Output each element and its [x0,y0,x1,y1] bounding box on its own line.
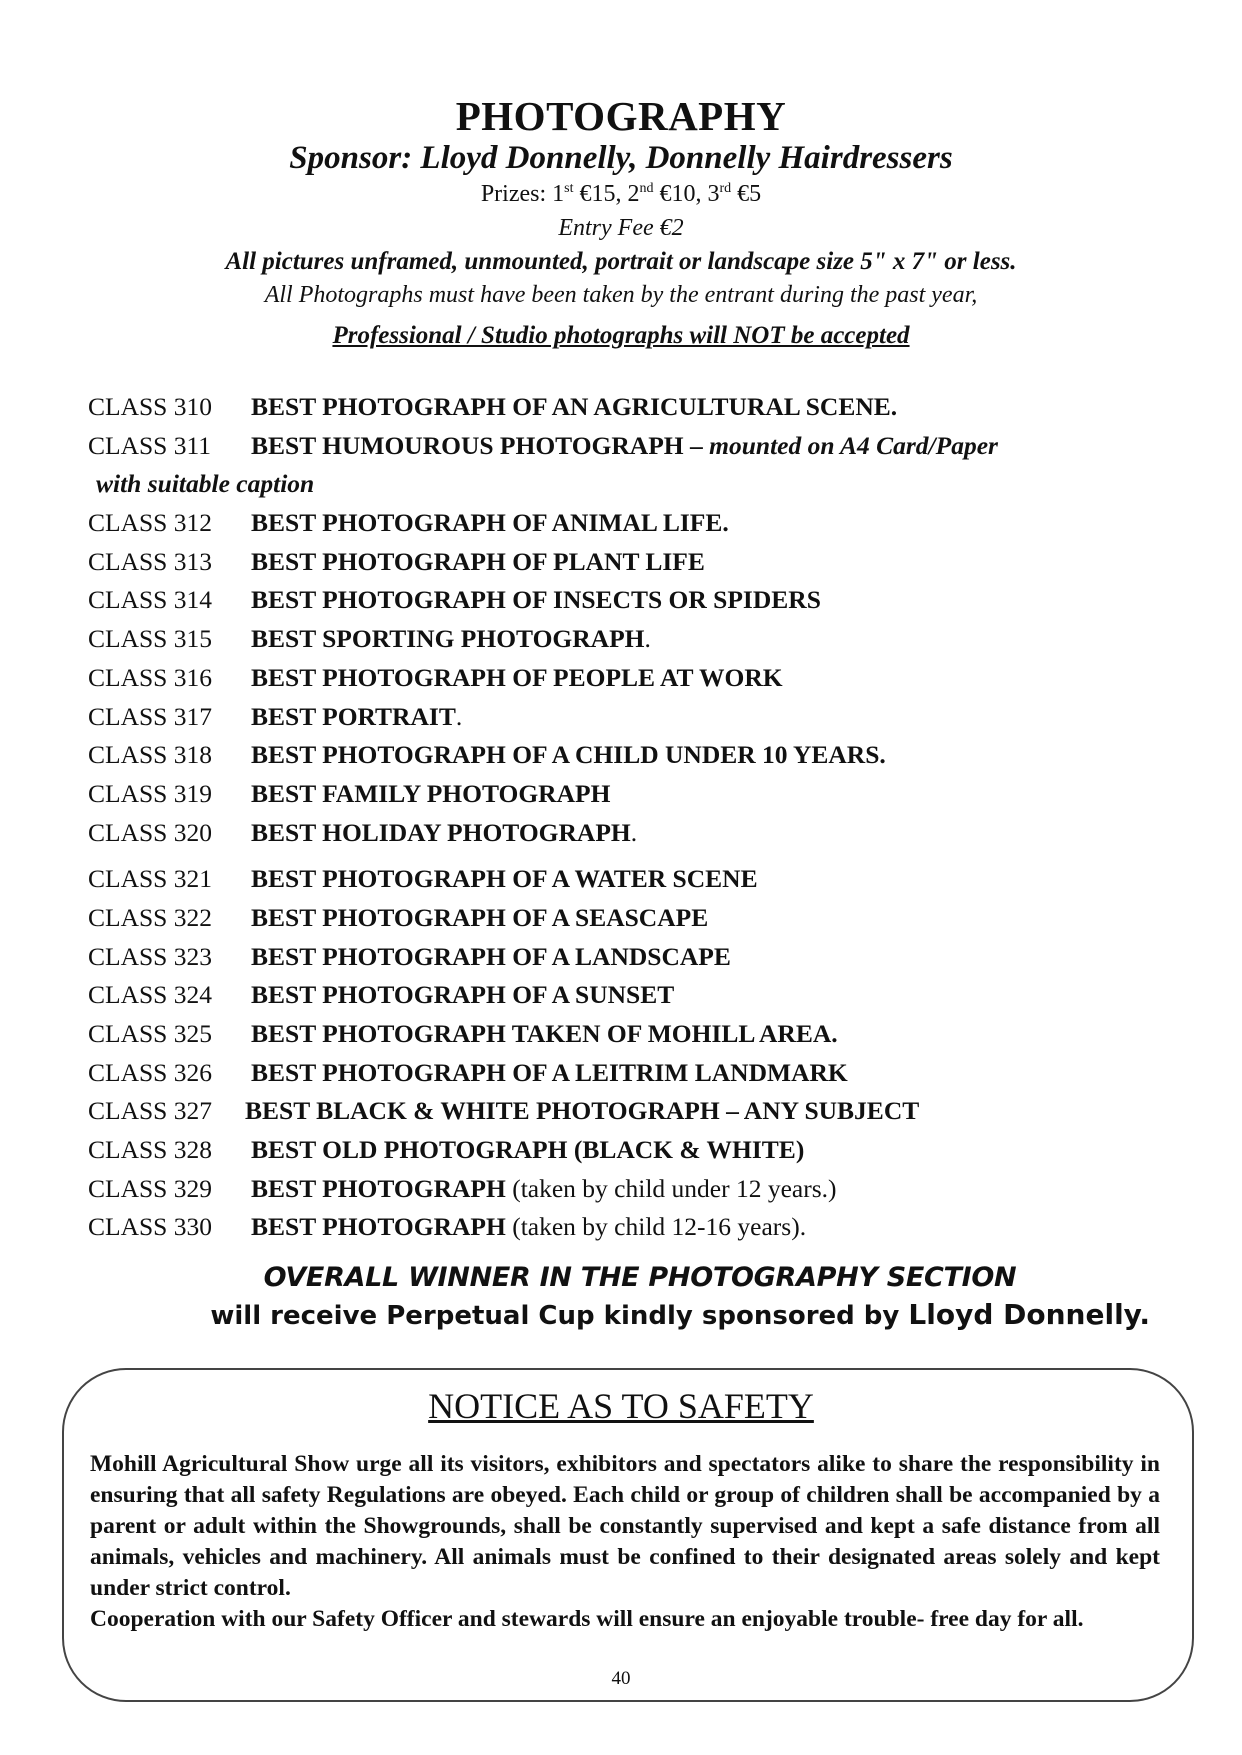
class-description: BEST PHOTOGRAPH OF A CHILD UNDER 10 YEARS. [251,740,886,770]
class-number: CLASS 315 [88,624,212,654]
third-prize-suffix: rd [719,181,732,196]
class-number: CLASS 328 [88,1135,212,1165]
class-number: CLASS 322 [88,902,212,932]
page-number: 40 [611,1668,631,1689]
list-item [88,427,1168,466]
perpetual-cup-text: will receive Perpetual Cup kindly sponsored by [210,1301,909,1331]
list-item [88,775,1168,814]
list-item [88,620,1168,659]
class-description: BEST SPORTING PHOTOGRAPH [251,624,645,654]
class-number: CLASS 327 [88,1096,212,1126]
third-prize-rank: 3 [707,181,720,207]
class-number: CLASS 324 [88,980,212,1010]
second-prize-amount: €10, [653,181,708,207]
class-number: CLASS 326 [88,1057,212,1087]
entry-fee: Entry Fee €2 [558,215,684,241]
list-item [88,1054,1168,1093]
rule-size: All pictures unframed, unmounted, portrait or landscape size 5" x 7" or less. [225,248,1017,275]
list-item [88,860,1168,899]
third-prize-amount: €5 [731,181,762,207]
class-note: mounted on A4 Card/Paper [702,430,998,460]
list-item [88,698,1168,737]
class-number: CLASS 311 [88,430,212,460]
class-description: BEST PHOTOGRAPH TAKEN OF MOHILL AREA. [251,1019,838,1048]
class-description: BEST PHOTOGRAPH OF ANIMAL LIFE. [251,508,729,538]
safety-notice-title: NOTICE AS TO SAFETY [428,1386,814,1426]
class-number: CLASS 320 [88,817,212,847]
class-number: CLASS 316 [88,662,212,692]
class-number: CLASS 329 [88,1173,212,1203]
list-item [88,581,1168,620]
perpetual-cup-line [60,1298,1180,1331]
sponsor-line: Sponsor: Lloyd Donnelly, Donnelly Hairdressers [289,140,953,176]
class-description: BEST PHOTOGRAPH OF AN AGRICULTURAL SCENE. [251,392,898,421]
class-number: CLASS 323 [88,941,212,971]
class-description: BEST PHOTOGRAPH OF PLANT LIFE [251,546,705,576]
class-list [88,388,1168,1247]
class-description: BEST FAMILY PHOTOGRAPH [251,778,611,808]
safety-notice-body [90,1449,1160,1635]
prizes-label: Prizes: [480,181,553,207]
class-description: BEST HUMOUROUS PHOTOGRAPH – [251,430,703,460]
list-item [88,659,1168,698]
class-number: CLASS 312 [88,508,212,538]
first-prize-rank: 1 [552,181,565,207]
list-item [88,938,1168,977]
class-note: (taken by child under 12 years.) [505,1173,837,1203]
list-item [88,976,1168,1015]
first-prize-suffix: st [564,181,574,196]
class-note: . [455,701,463,731]
class-number: CLASS 317 [88,701,212,731]
list-item [88,543,1168,582]
class-number: CLASS 310 [88,392,212,421]
list-item [88,1131,1168,1170]
class-note: . [630,817,638,847]
safety-notice-paragraph: Mohill Agricultural Show urge all its visitors, exhibitors and spectators alike to share the responsibility in ensuring that all safety Regulations are obeyed. Each child or group of children shall be accompanied by a parent or adult within the Showgrounds, shall be constantly supervised and kept a safe distance from all animals, vehicles and machinery. All animals must be confined to their designated areas solely and kept under strict control. [90,1451,1160,1601]
list-item [88,736,1168,775]
class-note: (taken by child 12-16 years). [505,1212,807,1242]
class-continuation: with suitable caption [96,469,315,499]
class-description: BEST HOLIDAY PHOTOGRAPH [251,817,631,847]
class-description: BEST PHOTOGRAPH OF A LEITRIM LANDMARK [251,1057,848,1087]
class-number: CLASS 321 [88,864,212,894]
list-item [88,504,1168,543]
page-title: PHOTOGRAPHY [455,93,787,139]
list-item [88,814,1168,853]
overall-winner-heading: OVERALL WINNER IN THE PHOTOGRAPHY SECTION [263,1262,1017,1293]
list-item [88,1208,1168,1247]
class-description: BEST PHOTOGRAPH OF A LANDSCAPE [251,941,731,971]
class-description: BEST PHOTOGRAPH [251,1173,506,1203]
class-description: BEST PHOTOGRAPH OF PEOPLE AT WORK [251,662,783,692]
first-prize-amount: €15, [573,181,628,207]
class-description: BEST PHOTOGRAPH OF A SEASCAPE [251,902,709,932]
perpetual-cup-sponsor: Lloyd Donnelly. [908,1298,1150,1331]
list-item [88,388,1168,427]
class-note: . [644,624,651,654]
class-number: CLASS 313 [88,546,212,576]
rule-entrant: All Photographs must have been taken by the entrant during the past year, [264,282,978,308]
second-prize-suffix: nd [639,181,654,196]
class-description: BEST PORTRAIT [251,701,456,731]
list-item [88,899,1168,938]
class-number: CLASS 314 [88,585,212,615]
list-item [88,1015,1168,1054]
list-item [88,1092,1168,1131]
class-description: BEST PHOTOGRAPH [251,1212,506,1242]
prizes-line [0,181,1242,208]
class-number: CLASS 330 [88,1212,212,1242]
safety-notice-paragraph-2: Cooperation with our Safety Officer and stewards will ensure an enjoyable trouble- free day for all. [90,1606,1084,1632]
class-description: BEST BLACK & WHITE PHOTOGRAPH – ANY SUBJECT [245,1096,920,1126]
rule-professional: Professional / Studio photographs will NOT be accepted [332,322,910,349]
class-description: BEST PHOTOGRAPH OF A SUNSET [251,980,675,1010]
class-description: BEST PHOTOGRAPH OF A WATER SCENE [251,864,758,894]
class-number: CLASS 318 [88,740,212,770]
class-number: CLASS 319 [88,778,212,808]
second-prize-rank: 2 [627,181,640,207]
class-description: BEST OLD PHOTOGRAPH (BLACK & WHITE) [251,1135,805,1165]
class-number: CLASS 325 [88,1019,212,1048]
list-item [88,1170,1168,1209]
spacer [88,852,1168,860]
class-description: BEST PHOTOGRAPH OF INSECTS OR SPIDERS [251,585,821,615]
